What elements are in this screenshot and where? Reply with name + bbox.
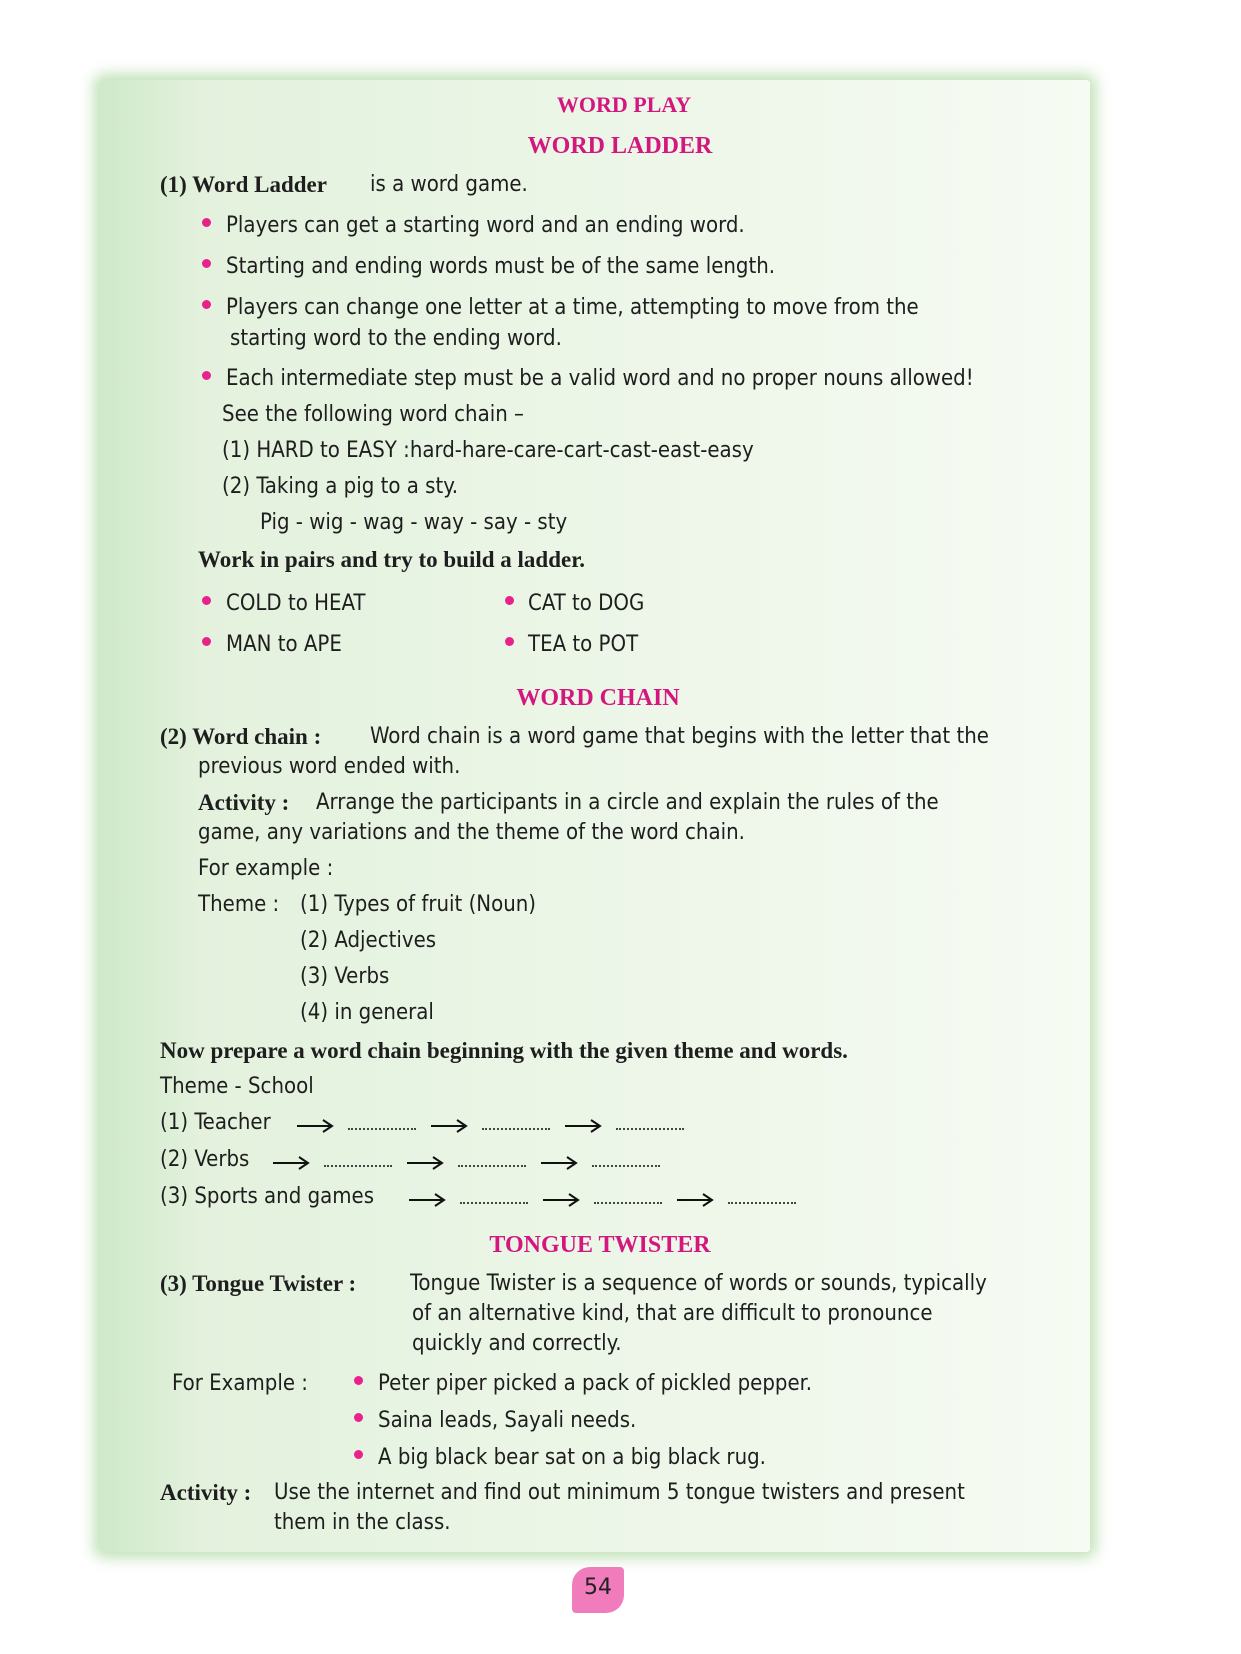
bullet-icon	[202, 259, 211, 268]
ladder-example-2: (2) Taking a pig to a sty.	[222, 474, 459, 499]
arrow-right-icon	[406, 1156, 444, 1170]
pair-item: MAN to APE	[226, 632, 342, 657]
arrow-right-icon	[540, 1156, 578, 1170]
ladder-bullet-1: Players can get a starting word and an ending word.	[226, 213, 745, 238]
blank-field[interactable]	[592, 1165, 660, 1167]
bullet-icon	[202, 218, 211, 227]
twister-example: Saina leads, Sayali needs.	[378, 1408, 637, 1433]
blank-field[interactable]	[482, 1128, 550, 1130]
bullet-icon	[202, 596, 211, 605]
twister-activity-label: Activity :	[160, 1480, 252, 1505]
chain-for-example: For example :	[198, 856, 334, 881]
twister-example: A big black bear sat on a big black rug.	[378, 1445, 766, 1470]
prepare-instruction: Now prepare a word chain beginning with the given theme and words.	[160, 1038, 848, 1063]
bullet-icon	[505, 637, 514, 646]
bullet-icon	[202, 371, 211, 380]
blank-field[interactable]	[728, 1202, 796, 1204]
twister-activity-1: Use the internet and find out minimum 5 tongue twisters and present	[274, 1480, 965, 1505]
ladder-bullet-4: Each intermediate step must be a valid word and no proper nouns allowed!	[226, 366, 974, 391]
ladder-bullet-3: Players can change one letter at a time, attempting to move from the	[226, 295, 919, 320]
theme-item: (2) Adjectives	[300, 928, 437, 953]
ladder-bullet-2: Starting and ending words must be of the same length.	[226, 254, 776, 279]
blank-field[interactable]	[616, 1128, 684, 1130]
theme-item: (3) Verbs	[300, 964, 390, 989]
twister-label: (3) Tongue Twister :	[160, 1271, 357, 1296]
theme-item: (4) in general	[300, 1000, 434, 1025]
arrow-right-icon	[408, 1193, 446, 1207]
pair-item: CAT to DOG	[528, 591, 645, 616]
heading-word-chain: WORD CHAIN	[516, 685, 680, 711]
arrow-right-icon	[296, 1119, 334, 1133]
blank-field[interactable]	[460, 1202, 528, 1204]
twister-def-1: Tongue Twister is a sequence of words or sounds, typically	[410, 1271, 987, 1296]
blank-field[interactable]	[324, 1165, 392, 1167]
bullet-icon	[354, 1413, 363, 1422]
chain-line-1: Word chain is a word game that begins with the letter that the	[370, 724, 989, 749]
ladder-example-1: (1) HARD to EASY :hard-hare-care-cart-cast-east-easy	[222, 438, 754, 463]
pairs-instruction: Work in pairs and try to build a ladder.	[198, 547, 586, 572]
chain-label: (2) Word chain :	[160, 724, 322, 749]
arrow-right-icon	[676, 1193, 714, 1207]
page-number: 54	[584, 1575, 612, 1600]
arrow-right-icon	[272, 1156, 310, 1170]
arrow-right-icon	[542, 1193, 580, 1207]
pair-item: TEA to POT	[528, 632, 639, 657]
ladder-example-2-chain: Pig - wig - wag - way - say - sty	[260, 510, 568, 535]
chain-row-label: (3) Sports and games	[160, 1184, 375, 1209]
blank-field[interactable]	[594, 1202, 662, 1204]
chain-line-2: previous word ended with.	[198, 754, 461, 779]
bullet-icon	[202, 637, 211, 646]
see-chain-text: See the following word chain –	[222, 402, 524, 427]
chain-activity-1: Arrange the participants in a circle and explain the rules of the	[316, 790, 939, 815]
twister-for-example: For Example :	[172, 1371, 308, 1396]
heading-word-ladder: WORD LADDER	[527, 133, 713, 159]
heading-word-play: WORD PLAY	[556, 92, 692, 117]
chain-activity-2: game, any variations and the theme of the word chain.	[198, 820, 745, 845]
blank-field[interactable]	[348, 1128, 416, 1130]
theme-school: Theme - School	[160, 1074, 314, 1099]
twister-def-2: of an alternative kind, that are difficult to pronounce	[412, 1301, 933, 1326]
ladder-intro-label: (1) Word Ladder	[160, 172, 327, 197]
twister-activity-2: them in the class.	[274, 1510, 451, 1535]
arrow-right-icon	[564, 1119, 602, 1133]
chain-row-label: (1) Teacher	[160, 1110, 271, 1135]
heading-tongue-twister: TONGUE TWISTER	[489, 1232, 711, 1258]
arrow-right-icon	[430, 1119, 468, 1133]
page-number-badge	[572, 1567, 624, 1613]
bullet-icon	[505, 596, 514, 605]
bullet-icon	[202, 300, 211, 309]
twister-def-3: quickly and correctly.	[412, 1331, 622, 1356]
bullet-icon	[354, 1376, 363, 1385]
twister-example: Peter piper picked a pack of pickled pepper.	[378, 1371, 813, 1396]
bullet-icon	[354, 1450, 363, 1459]
ladder-intro-text: is a word game.	[370, 172, 528, 197]
theme-item: (1) Types of fruit (Noun)	[300, 892, 537, 917]
blank-field[interactable]	[458, 1165, 526, 1167]
chain-row-label: (2) Verbs	[160, 1147, 250, 1172]
chain-activity-label: Activity :	[198, 790, 290, 815]
theme-label: Theme :	[198, 892, 280, 917]
pair-item: COLD to HEAT	[226, 591, 366, 616]
ladder-bullet-3-cont: starting word to the ending word.	[230, 326, 562, 351]
